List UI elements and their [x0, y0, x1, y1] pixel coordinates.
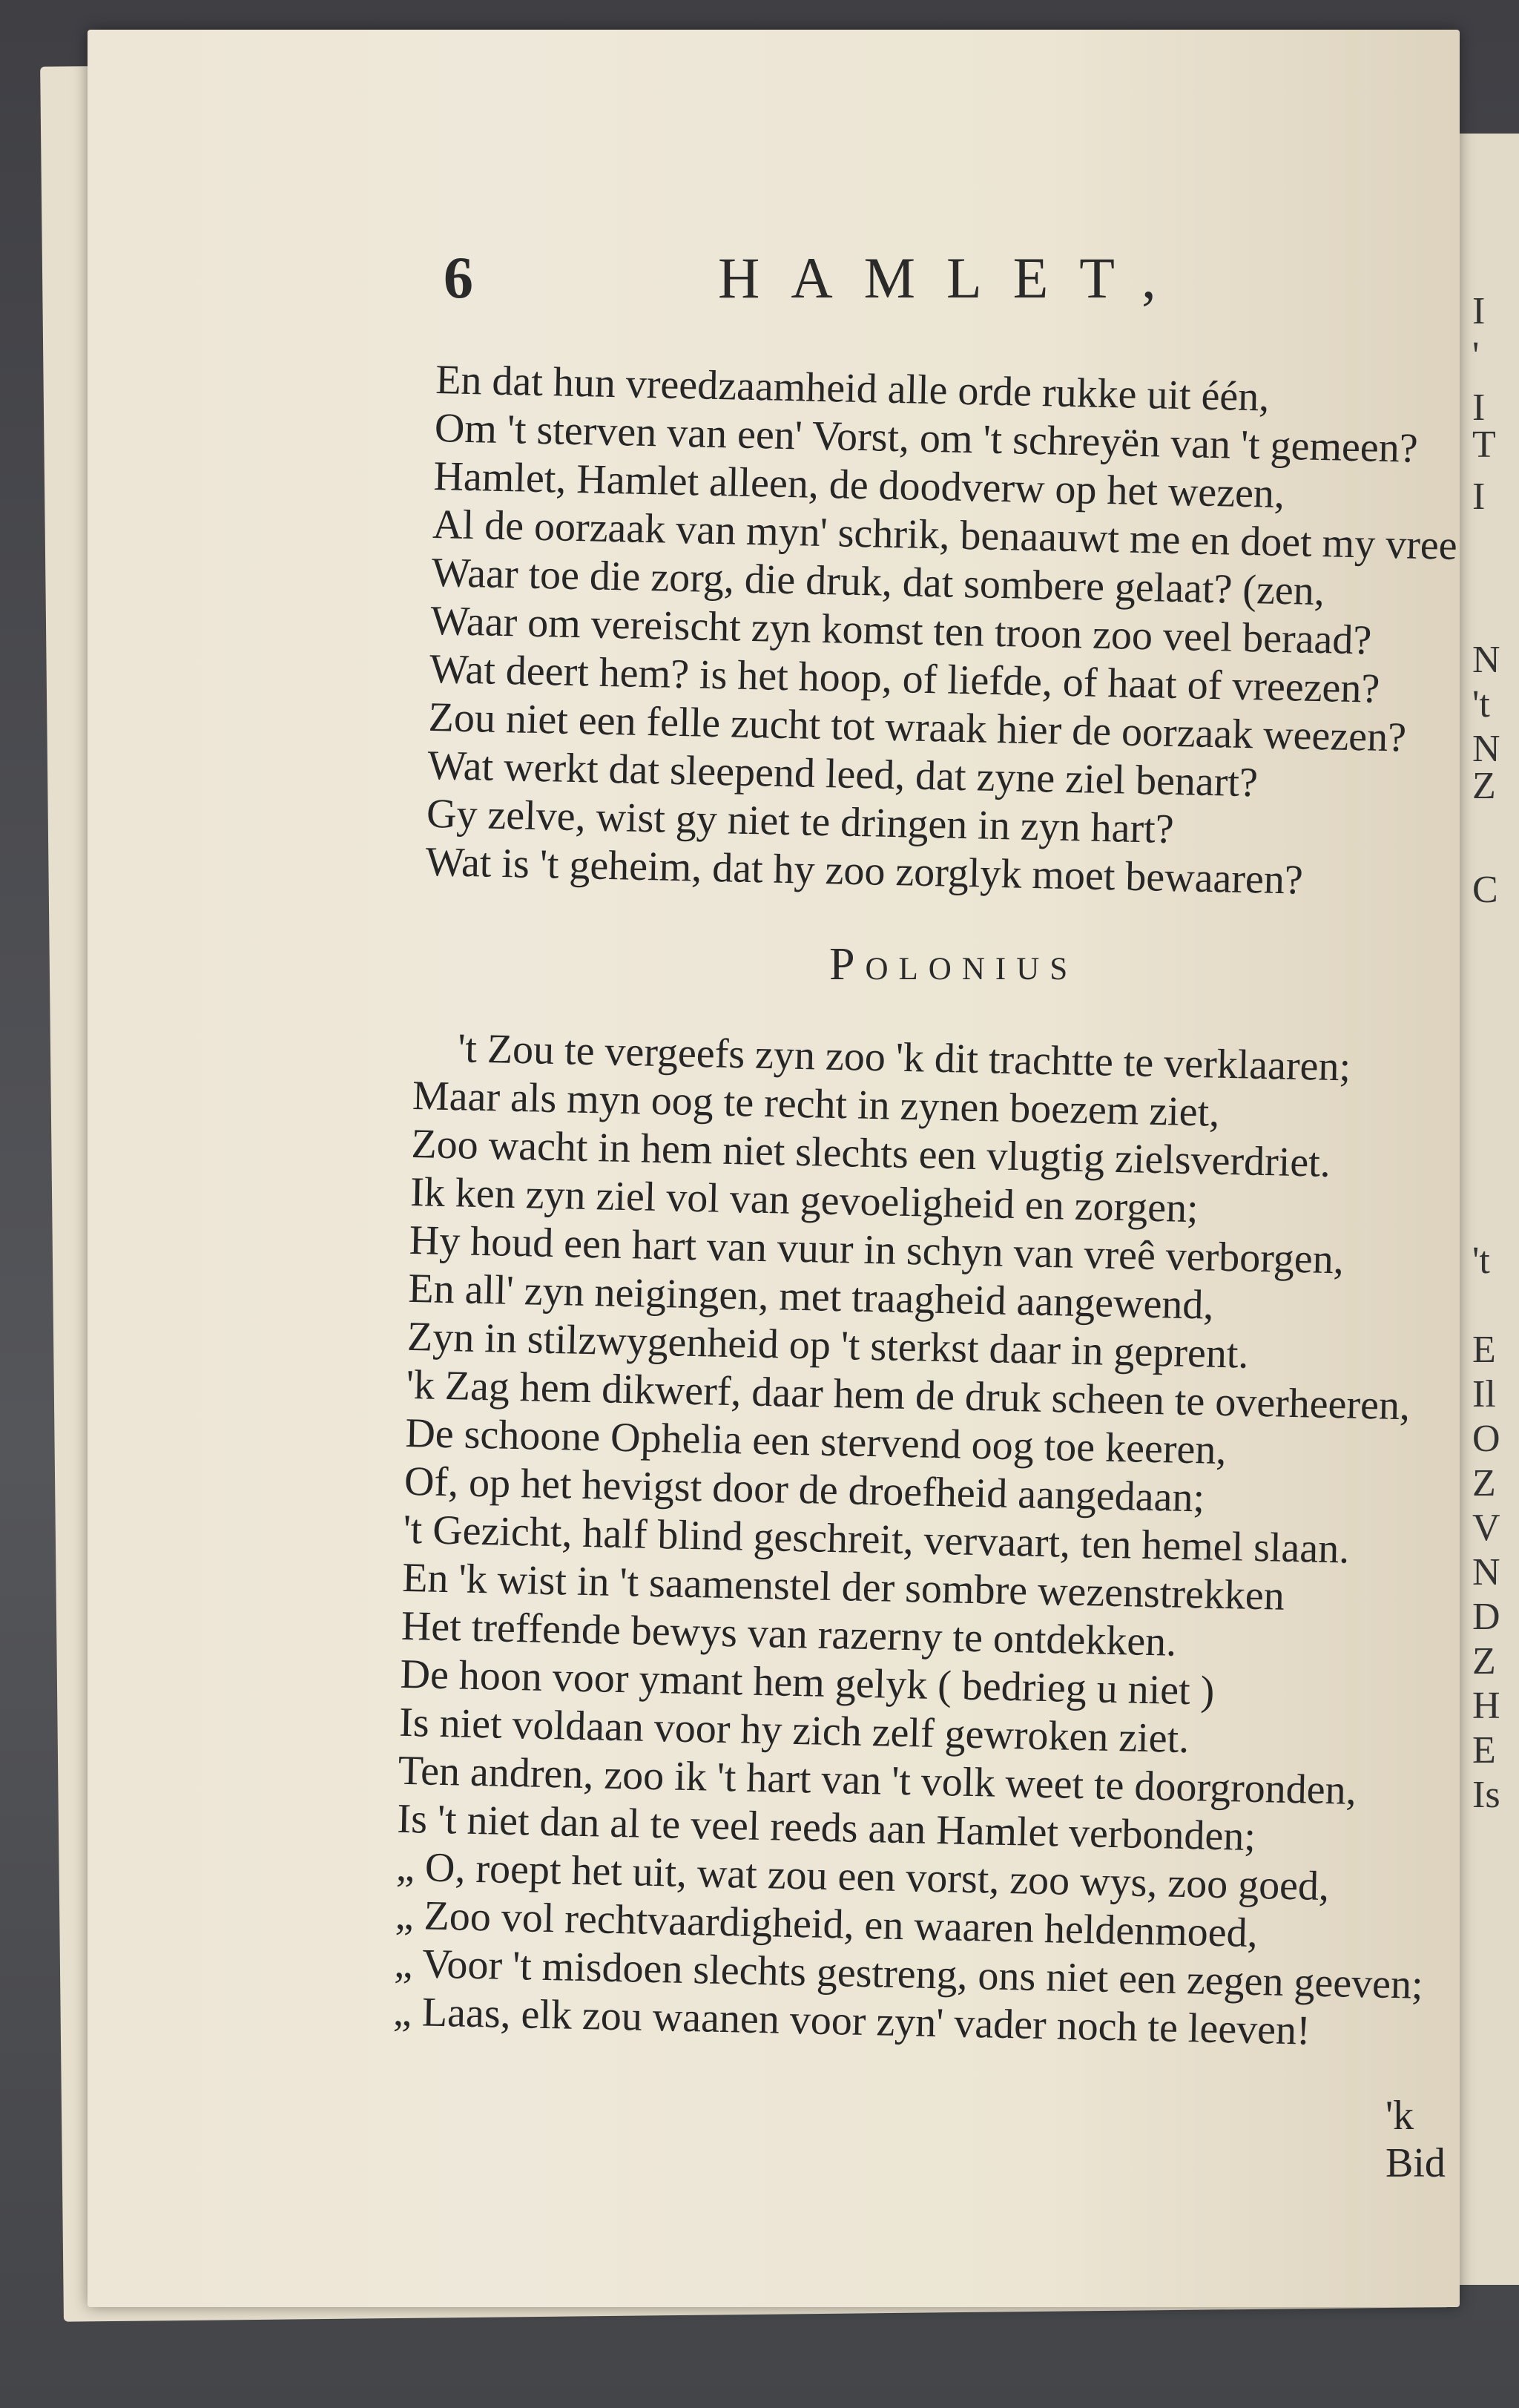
verse-line: En 'k wist in 't saamenstel der sombre wezenstrekken	[401, 1554, 1285, 1619]
facing-page-fragment: N	[1472, 639, 1500, 681]
page-number: 6	[444, 246, 473, 311]
verse-line: Ten andren, zoo ik 't hart van 't volk weet te doorgronden,	[398, 1747, 1357, 1814]
verse-line: Hy houd een hart van vuur in schyn van vreê verborgen,	[409, 1217, 1345, 1283]
facing-page-fragment: Is	[1472, 1774, 1500, 1816]
verse-line: Om 't sterven van een' Vorst, om 't schreyën van 't gemeen?	[434, 404, 1419, 472]
verse-line: Het treffende bewys van razerny te ontdekken.	[401, 1602, 1177, 1665]
verse-line: Of, op het hevigst door de droefheid aangedaan;	[403, 1458, 1205, 1522]
verse-line: Zyn in stilzwygenheid op 't sterkst daar in geprent.	[406, 1313, 1250, 1378]
facing-page-fragment: D	[1472, 1596, 1500, 1638]
facing-page-fragment: '	[1472, 335, 1480, 377]
verse-line: Hamlet, Hamlet alleen, de doodverw op het wezen,	[432, 453, 1285, 517]
facing-page-fragment: I	[1472, 290, 1486, 332]
facing-page-fragment: Z	[1472, 1462, 1496, 1504]
verse-line: „ Zoo vol rechtvaardigheid, en waaren heldenmoed,	[395, 1892, 1259, 1957]
verse-line: Wat deert hem? is het hoop, of liefde, of haat of vreezen?	[429, 645, 1380, 712]
verse-line: Al de oorzaak van myn' schrik, benaauwt me en doet my vree	[432, 501, 1458, 569]
verse-line: Waar om vereischt zyn komst ten troon zoo veel beraad?	[429, 597, 1372, 664]
facing-page-fragment: Z	[1472, 765, 1496, 807]
facing-page-fragment: T	[1472, 424, 1496, 466]
verse-block-2	[392, 1024, 1519, 2059]
speaker-heading: Polonius	[829, 939, 1078, 990]
verse-line: 't Zou te vergeefs zyn zoo 'k dit trachtte te verklaaren;	[457, 1025, 1351, 1090]
facing-page-fragment: O	[1472, 1418, 1500, 1460]
verse-line: Wat is 't geheim, dat hy zoo zorglyk moet bewaaren?	[425, 838, 1304, 904]
verse-line: Gy zelve, wist gy niet te dringen in zyn hart?	[426, 790, 1175, 852]
verse-line: 'k Zag hem dikwerf, daar hem de druk scheen te overheeren,	[406, 1361, 1411, 1430]
verse-line: De hoon voor ymant hem gelyk ( bedrieg u niet )	[399, 1651, 1215, 1714]
verse-line: En all' zyn neigingen, met traagheid aangewend,	[407, 1265, 1215, 1329]
verse-line: Ik ken zyn ziel vol van gevoeligheid en zorgen;	[409, 1168, 1199, 1232]
verse-line: „ Voor 't misdoen slechts gestreng, ons niet een zegen geeven;	[393, 1940, 1424, 2008]
verse-line: 't Gezicht, half blind geschreit, vervaart, ten hemel slaan.	[403, 1506, 1350, 1573]
verse-line: De schoone Ophelia een stervend oog toe keeren,	[404, 1409, 1227, 1474]
verse-line: „ Laas, elk zou waanen voor zyn' vader noch te leeven!	[392, 1988, 1311, 2054]
verse-line: Waar toe die zorg, die druk, dat sombere gelaat? (zen,	[431, 549, 1325, 615]
verse-line: Zou niet een felle zucht tot wraak hier de oorzaak weezen?	[428, 694, 1407, 761]
facing-page-fragment: I	[1472, 476, 1486, 518]
catchword: 'k Bid	[1385, 2093, 1446, 2186]
facing-page-fragment: V	[1472, 1507, 1500, 1549]
facing-page-fragment: Z	[1472, 1640, 1496, 1682]
verse-line: Maar als myn oog te recht in zynen boezem ziet,	[412, 1072, 1220, 1136]
facing-page-fragment: H	[1472, 1685, 1500, 1727]
verse-line: En dat hun vreedzaamheid alle orde rukke uit één,	[435, 356, 1270, 421]
facing-page-fragment: I	[1472, 386, 1486, 429]
page-header	[88, 245, 1460, 312]
facing-page-fragment: N	[1472, 728, 1500, 770]
verse-line: Is 't niet dan al te veel reeds aan Hamlet verbonden;	[396, 1795, 1256, 1861]
facing-page-fragment: 't	[1472, 683, 1490, 726]
verse-line: „ O, roept het uit, wat zou een vorst, zoo wys, zoo goed,	[395, 1843, 1330, 1910]
facing-page-fragment: Il	[1472, 1373, 1496, 1415]
running-title: HAMLET,	[718, 246, 1187, 310]
book-page	[88, 30, 1460, 2307]
facing-page-fragment: C	[1472, 869, 1498, 911]
facing-page-fragment: E	[1472, 1329, 1496, 1371]
verse-line: Is niet voldaan voor hy zich zelf gewroken ziet.	[398, 1699, 1190, 1763]
verse-line: Wat werkt dat sleepend leed, dat zyne ziel benart?	[426, 742, 1259, 806]
facing-page-fragment: E	[1472, 1729, 1496, 1772]
verse-block-1	[425, 356, 1519, 909]
facing-page-fragment: N	[1472, 1551, 1500, 1593]
facing-page-fragment: 't	[1472, 1240, 1490, 1282]
verse-line: Zoo wacht in hem niet slechts een vlugtig zielsverdriet.	[410, 1120, 1331, 1186]
